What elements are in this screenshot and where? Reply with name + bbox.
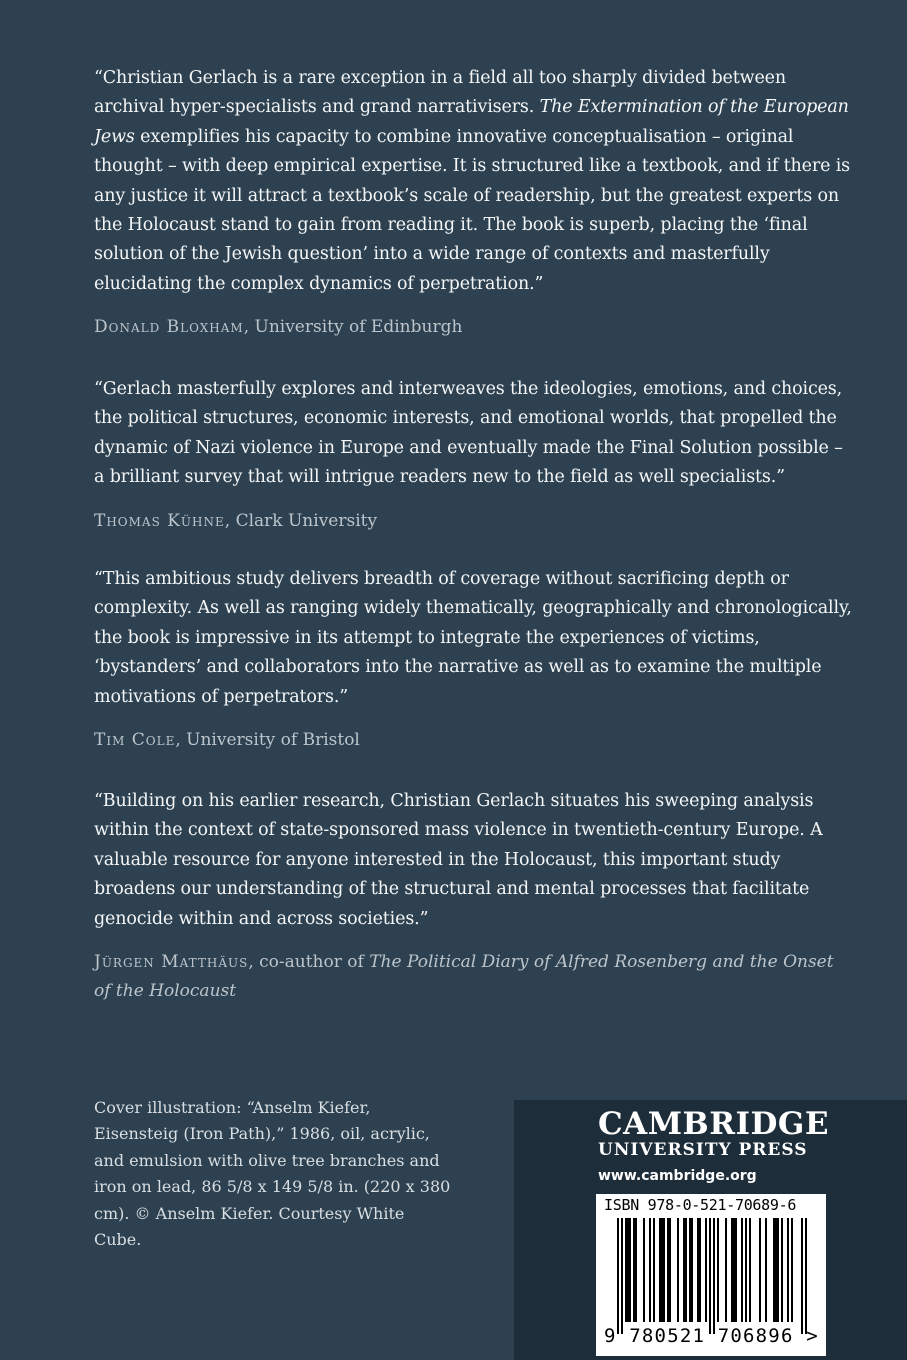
- barcode-bar: [683, 1218, 685, 1322]
- quote-text-part: exemplifies his capacity to combine innovative conceptualisation – original thought – with deep empirical expertise. It is structured like a textbook, and if there is any justice it will attract a textbook’s scale of readership, but the greatest experts on the Holocaust stand to gain from reading it. The book is superb, placing the ‘final solution of the Jewish question’ into a wide range of contexts and masterfully elucidating the complex dynamics of perpetration.”: [94, 126, 850, 294]
- barcode-bar: [787, 1218, 789, 1322]
- barcode-bar: [661, 1218, 663, 1322]
- barcode-bar: [635, 1218, 637, 1322]
- publisher-panel: [514, 1100, 907, 1360]
- publisher-name: CAMBRIDGE: [598, 1106, 829, 1142]
- barcode-bar: [775, 1218, 777, 1322]
- quote-text: “Building on his earlier research, Christian Gerlach situates his sweeping analysis within the context of state-sponsored mass violence in twentieth-century Europe. A valuable resource for anyone interested in the Holocaust, this important study broadens our understanding of the structural and mental processes that facilitate genocide within and across societies.”: [94, 791, 823, 929]
- barcode-bar: [805, 1218, 807, 1334]
- barcode-bar: [733, 1218, 735, 1322]
- barcode-bar: [705, 1218, 707, 1322]
- barcode-bar: [725, 1218, 727, 1322]
- barcode-bar: [663, 1218, 665, 1322]
- publisher-url: www.cambridge.org: [598, 1168, 757, 1184]
- reviewer-name: Thomas Kühne: [94, 510, 225, 531]
- reviewer-name: Jürgen Matthäus: [94, 952, 249, 973]
- barcode-bar: [699, 1218, 701, 1322]
- reviewer-affiliation: , co-author of: [248, 952, 370, 973]
- barcode-bar: [741, 1218, 743, 1322]
- barcode-bar: [617, 1218, 619, 1334]
- barcode-bars: [604, 1218, 818, 1336]
- barcode-bar: [735, 1218, 737, 1322]
- attribution: [94, 948, 854, 1007]
- barcode-bar: [629, 1218, 631, 1322]
- barcode-bar: [765, 1218, 767, 1322]
- book-title: The Extermination of the European Jews: [94, 97, 849, 147]
- barcode-bar: [777, 1218, 779, 1322]
- barcode-bar: [717, 1218, 719, 1322]
- isbn-label: ISBN 978-0-521-70689-6: [604, 1196, 797, 1214]
- publisher-subname: UNIVERSITY PRESS: [598, 1140, 808, 1160]
- referenced-book-title: The Political Diary of Alfred Rosenberg and the Onset of the Holocaust: [94, 952, 834, 1002]
- barcode-bar: [685, 1218, 687, 1322]
- cover-illustration-credit: Cover illustration: “Anselm Kiefer, Eisensteig (Iron Path),” 1986, oil, acrylic, and emulsion with olive tree branches and iron on lead, 86 5/8 x 149 5/8 in. (220 x 380 cm). © Anselm Kiefer. Courtesy White Cube.: [94, 1098, 451, 1250]
- endorsement-kuhne: [94, 375, 854, 536]
- barcode-bar: [649, 1218, 651, 1322]
- barcode-bar: [643, 1218, 645, 1322]
- barcode-bar: [667, 1218, 669, 1322]
- endorsement-matthaus: [94, 787, 854, 1007]
- attribution: [94, 507, 854, 536]
- reviewer-name: Donald Bloxham: [94, 317, 244, 338]
- isbn-barcode: [596, 1194, 826, 1356]
- barcode-bar: [689, 1218, 691, 1322]
- endorsement-cole: [94, 565, 854, 755]
- barcode-bar: [731, 1218, 733, 1322]
- barcode-bar: [621, 1218, 623, 1334]
- barcode-bar: [677, 1218, 679, 1322]
- barcode-bar: [713, 1218, 715, 1334]
- barcode-bar: [625, 1218, 627, 1322]
- endorsement-bloxham: [94, 64, 854, 343]
- barcode-bar: [759, 1218, 761, 1322]
- reviewer-affiliation: , University of Bristol: [175, 730, 360, 751]
- attribution: [94, 726, 854, 755]
- barcode-bar: [781, 1218, 783, 1322]
- attribution: [94, 313, 854, 342]
- barcode-bar: [791, 1218, 793, 1322]
- barcode-bar: [749, 1218, 751, 1322]
- quote-text-part: “Christian Gerlach is a rare exception in a field all too sharply divided between archival hyper-specialists and grand narrativisers.: [94, 68, 787, 118]
- quote-text: “Gerlach masterfully explores and interweaves the ideologies, emotions, and choices, the political structures, economic interests, and emotional worlds, that propelled the dynamic of Nazi violence in Europe and eventually made the Final Solution possible – a brilliant survey that will intrigue readers new to the field as well specialists.”: [94, 379, 843, 488]
- barcode-bar: [633, 1218, 635, 1322]
- barcode-bar: [745, 1218, 747, 1322]
- reviewer-affiliation: , Clark University: [224, 510, 378, 531]
- barcode-bar: [709, 1218, 711, 1334]
- barcode-bar: [627, 1218, 629, 1322]
- barcode-bar: [801, 1218, 803, 1334]
- barcode-digits: 9 780521 706896 >: [604, 1325, 819, 1347]
- barcode-bar: [691, 1218, 693, 1322]
- barcode-bar: [669, 1218, 671, 1322]
- reviewer-name: Tim Cole: [94, 730, 176, 751]
- barcode-bar: [697, 1218, 699, 1322]
- quote-text: [94, 64, 854, 299]
- barcode-bar: [773, 1218, 775, 1322]
- barcode-bar: [653, 1218, 655, 1322]
- reviewer-affiliation: , University of Edinburgh: [243, 317, 463, 338]
- quote-text: “This ambitious study delivers breadth of coverage without sacrificing depth or complexity. As well as ranging widely thematically, geographically and chronologically, the book is impressive in its attempt to integrate the experiences of victims, ‘bystanders’ and collaborators into the narrative as well as to examine the multiple motivations of perpetrators.”: [94, 569, 852, 707]
- barcode-bar: [659, 1218, 661, 1322]
